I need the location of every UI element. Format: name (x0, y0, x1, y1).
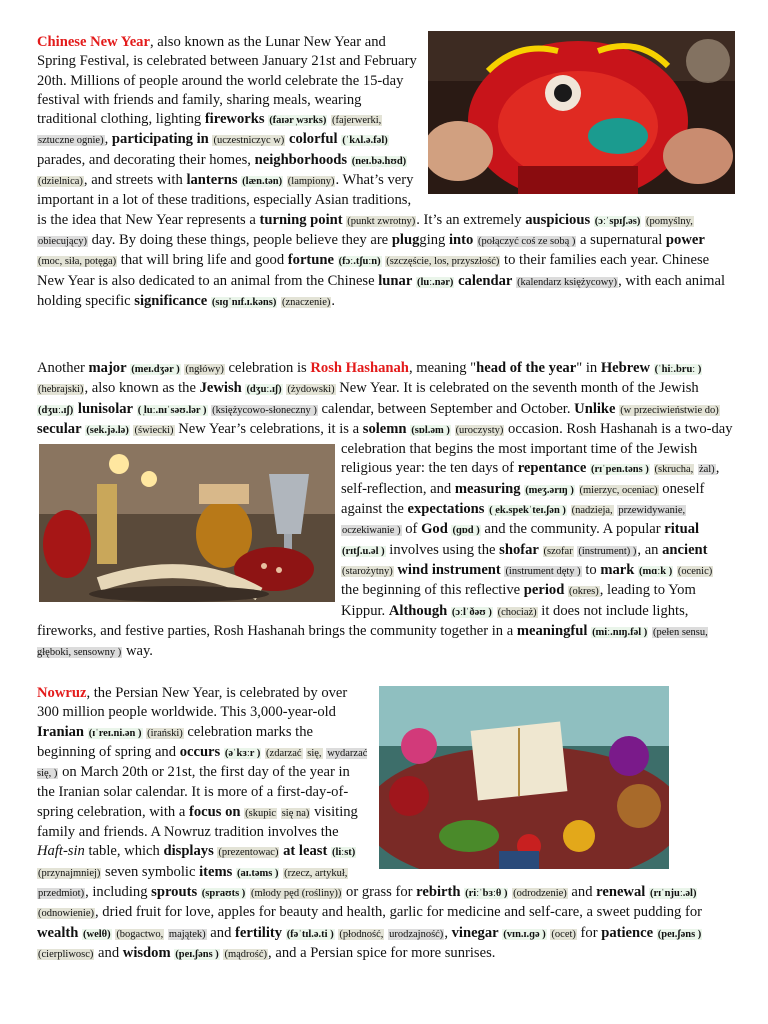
text: , leading to Yom Kippur. (341, 582, 696, 619)
word-lunisolar: lunisolar (77, 400, 134, 417)
translation-unlike: (w przeciwieństwie do) (620, 404, 719, 416)
ipa-although: (ɔːlˈðəʊ ) (451, 606, 492, 618)
word-wisdom: wisdom (122, 944, 171, 961)
text: that will bring life and good (117, 252, 288, 269)
word-haft-sin: Haft-sin (37, 843, 85, 860)
ipa-ritual: (rɪtʃ.u.əl ) (342, 545, 385, 557)
ipa-wisdom: (peɪ.ʃəns ) (175, 948, 219, 960)
translation-although: (chociaż) (497, 606, 537, 618)
text: to (581, 561, 601, 578)
translation-shofar-a: (szofar (543, 545, 573, 557)
text: way. (122, 643, 153, 660)
text: , with each animal holding specific (37, 272, 726, 309)
word-repentance: repentance (517, 460, 587, 477)
word-rebirth: rebirth (416, 883, 461, 900)
text: celebration marks the beginning of spring and (37, 723, 313, 760)
translation-auspicious-a: (pomyślny, (646, 215, 693, 227)
translation-mark: (ocenic) (677, 565, 713, 577)
text: , (104, 131, 112, 148)
word-participating: participating in (111, 131, 209, 148)
ipa-god: (ɡɒd ) (452, 525, 480, 537)
text: , an (637, 541, 663, 558)
ipa-expectations: ( ̩ek.spekˈteɪ.ʃən ) (489, 505, 566, 517)
translation-wind-instrument: (instrument dęty ) (505, 565, 581, 577)
translation-vinegar: (ocet) (551, 928, 576, 940)
translation-repentance-a: (skrucha, (654, 464, 694, 476)
translation-auspicious-b: obiecujący) (38, 235, 87, 247)
ipa-fortune: (fɔː.tʃuːn) (338, 256, 381, 268)
word-patience: patience (601, 924, 654, 941)
text: . It’s an extremely (416, 211, 526, 228)
word-solemn: solemn (362, 420, 407, 437)
word-period: period (523, 582, 565, 599)
text: parades, and decorating their homes, (37, 151, 251, 168)
word-significance: significance (134, 292, 208, 309)
ipa-iranian: (ɪˈreɪ.ni.ən ) (88, 727, 142, 739)
ipa-hebrew: (ˈhiː.bruː ) (654, 364, 702, 375)
translation-participating: (uczestniczyc w) (213, 135, 285, 147)
ipa-meaningful: (miː.nɪŋ.fəl ) (592, 626, 648, 638)
ipa-auspicious: (ɔːˈspɪʃ.əs) (594, 215, 641, 227)
text: and (94, 944, 123, 961)
text: the beginning of this reflective (341, 582, 524, 599)
text: seven symbolic (101, 863, 200, 880)
text: New Year. It is celebrated on the seventh month of the Jewish (335, 380, 699, 397)
ipa-lunisolar: ( ̩luː.nɪˈsəʊ.lər ) (137, 404, 207, 416)
translation-fireworks-b: sztuczne ognie) (38, 135, 104, 147)
translation-wealth-b: majątek) (168, 928, 206, 940)
word-neighborhoods: neighborhoods (254, 151, 348, 168)
ipa-vinegar: (vɪn.ɪ.ɡə ) (503, 928, 546, 940)
word-fireworks: fireworks (204, 111, 265, 128)
translation-major: (ngłówy) (185, 364, 224, 375)
ipa-jewish: (dʒuː.ɪʃ) (246, 384, 282, 396)
translation-hebrew: (hebrajski) (38, 384, 84, 396)
text: . (331, 292, 336, 309)
ipa-lanterns: (læn.tən) (242, 176, 283, 188)
ipa-at-least: (liːst) (331, 847, 356, 859)
translation-measuring: (mierzyc, oceniac) (579, 484, 658, 496)
text: it does not include lights, fireworks, and festive parties, Rosh Hashanah brings the community together in a (37, 602, 689, 639)
translation-expectations-b: przewidywanie, (618, 505, 686, 517)
word-head-of-the-year: head of the year (476, 360, 577, 376)
translation-jewish: (żydowski) (287, 384, 335, 396)
ipa-rebirth: (riːˈbɜːθ ) (465, 887, 508, 899)
word-meaningful: meaningful (516, 622, 588, 639)
lion-dance-photo (428, 31, 735, 194)
ipa-mark: (mɑːk ) (639, 565, 673, 577)
ipa-wealth: (welθ) (83, 928, 111, 940)
translation-solemn: (uroczysty) (455, 424, 504, 436)
translation-items-b: przedmiot) (38, 887, 85, 899)
translation-neighborhoods: (dzielnica) (38, 176, 83, 188)
translation-into: (połączyć coś ze sobą ) (477, 235, 576, 247)
word-colorful: colorful (288, 131, 338, 148)
translation-expectations-a: (nadzieja, (571, 505, 613, 517)
word-secular: secular (37, 420, 82, 437)
word-renewal: renewal (596, 883, 646, 900)
section-chinese-new-year (37, 33, 733, 312)
translation-wisdom: (mądrość) (224, 948, 268, 960)
translation-lunisolar: (księżycowo-słoneczny ) (212, 404, 317, 416)
ipa-patience: (peɪ.ʃəns ) (657, 928, 702, 940)
translation-occurs-c: wydarzać się, ) (37, 747, 368, 780)
word-at-least: at least (283, 843, 328, 860)
text: calendar, between September and October. (317, 400, 575, 417)
word-auspicious: auspicious (525, 211, 591, 228)
text: and the community. A popular (480, 521, 665, 538)
translation-fertility-a: (płodność, (339, 928, 384, 940)
ipa-fertility: (fəˈtɪl.ə.ti ) (286, 928, 334, 940)
translation-turning-point: (punkt zwrotny) (347, 215, 416, 227)
word-items: items (199, 863, 233, 880)
word-displays: displays (163, 843, 214, 860)
ipa-sprouts: (spraʊts ) (201, 887, 246, 899)
text: New Year’s celebrations, it is a (174, 420, 363, 437)
word-vinegar: vinegar (451, 924, 499, 941)
translation-fertility-b: urodzajność) (389, 928, 444, 940)
ipa-measuring: (meʒ.ərɪŋ ) (525, 484, 574, 496)
word-ancient: ancient (662, 541, 708, 558)
text: . What’s very important in a lot of these traditions, especially Asian traditions, is the idea that New Year represents a (37, 172, 414, 228)
ipa-neighborhoods: (neɪ.bə.hʊd) (351, 155, 407, 167)
translation-calendar: (kalendarz księżycowy) (517, 276, 618, 288)
word-turning-point: turning point (259, 211, 343, 228)
word-calendar: calendar (458, 272, 513, 289)
ipa-fireworks: (faɪər ̩wɜrks) (269, 115, 327, 127)
translation-focus-b: się na) (281, 807, 310, 819)
word-fertility: fertility (235, 924, 283, 941)
translation-repentance-b: żal) (698, 464, 715, 476)
word-into: into (449, 231, 474, 248)
text: , the Persian New Year, is celebrated by over 300 million people worldwide. This 3,000-year-old (37, 685, 348, 721)
text: on March 20th or 21st, the first day of the year in the Iranian solar calendar. It is more of a first-day-of-spring celebration, with a (37, 764, 350, 820)
title-rosh-hashanah: Rosh Hashanah (310, 360, 409, 376)
ipa-repentance: (rɪˈpen.təns ) (591, 464, 649, 476)
text: of (401, 521, 422, 538)
translation-expectations-c: oczekiwanie ) (342, 525, 401, 537)
ipa-colorful: (ˈkʌl.ə.fəl) (342, 135, 388, 147)
text: and (206, 924, 236, 941)
text: ging (419, 231, 449, 248)
translation-wealth-a: (bogactwo, (116, 928, 164, 940)
translation-shofar-b: (instrument) ) (578, 545, 637, 557)
word-wealth: wealth (37, 924, 79, 941)
rosh-hashanah-photo (39, 444, 335, 602)
translation-focus-a: (skupic (245, 807, 277, 819)
text: oneself against the (341, 480, 705, 518)
translation-lanterns: (lampiony) (287, 176, 335, 188)
ipa-lunar: (luː.nər) (416, 276, 454, 288)
translation-secular: (świecki) (134, 424, 174, 436)
translation-items-a: (rzecz, artykuł, (284, 867, 348, 879)
translation-significance: (znaczenie) (282, 296, 331, 308)
text: , meaning " (408, 360, 477, 376)
word-hebrew: Hebrew (600, 360, 651, 376)
translation-patience: (cierpliwosc) (38, 948, 94, 960)
word-mark: mark (600, 561, 635, 578)
text: celebration is (224, 360, 311, 376)
text: involves using the (385, 541, 500, 558)
word-iranian: Iranian (37, 723, 85, 740)
text: , (444, 924, 452, 941)
text: Another (37, 360, 89, 376)
ipa-major: (meɪ.dʒər ) (131, 364, 180, 375)
word-wind-instrument: wind instrument (397, 561, 501, 578)
text: to their families each year. Chinese New Year is also dedicated to an animal from the Chinese (37, 252, 710, 289)
word-lanterns: lanterns (186, 172, 238, 189)
text: , self-reflection, and (341, 460, 720, 497)
word-god: God (421, 521, 448, 538)
word-sprouts: sprouts (151, 883, 198, 900)
haft-sin-table-photo (379, 686, 669, 869)
word-measuring: measuring (454, 480, 521, 497)
word-ritual: ritual (664, 521, 700, 538)
text: , dried fruit for love, apples for beauty and health, garlic for medicine and self-care, a sweet pudding for (94, 904, 703, 921)
ipa-renewal: (rɪˈnjuː.əl) (649, 887, 697, 899)
ipa-occurs: (əˈkɜːr ) (224, 747, 261, 759)
word-shofar: shofar (499, 541, 539, 558)
text: a supernatural (576, 231, 666, 248)
word-lunar: lunar (378, 272, 413, 289)
section-rosh-hashanah (37, 359, 733, 662)
title-nowruz: Nowruz (37, 685, 87, 701)
text: , and a Persian spice for more sunrises. (268, 944, 496, 961)
text: , also known as the Lunar New Year and Spring Festival, is celebrated between January 21st and February 20th. Millions of people around the world celebrate the 15-day festival with friends and family, sharing meals, wearing traditional clothing, lighting (37, 34, 417, 128)
title-chinese-new-year: Chinese New Year (37, 34, 150, 50)
text: table, which (84, 843, 164, 860)
text: or grass for (342, 883, 417, 900)
word-occurs: occurs (179, 743, 221, 760)
translation-power: (moc, siła, potęga) (38, 256, 117, 268)
word-focus-on: focus on (188, 803, 241, 820)
ipa-significance: (sɪɡˈnɪf.ɪ.kəns) (211, 296, 277, 308)
translation-sprouts: (młody pęd (rośliny)) (250, 887, 342, 899)
text: visiting family and friends. A Nowruz tradition involves the (37, 803, 358, 841)
translation-iranian: (irański) (147, 727, 183, 739)
translation-rebirth: (odrodzenie) (513, 887, 567, 899)
translation-at-least: (przynajmniej) (38, 867, 101, 879)
text: , including (85, 883, 152, 900)
word-major: major (88, 360, 127, 376)
translation-ancient: (starożytny) (342, 565, 393, 577)
text: day. By doing these things, people believe they are (87, 231, 392, 248)
text: " in (576, 360, 601, 376)
ipa-items: (aɪ.təms ) (236, 867, 279, 879)
text: , also known as the (84, 380, 200, 397)
translation-displays: (prezentowac) (218, 847, 279, 859)
text: , and streets with (83, 172, 187, 189)
section-nowruz (37, 684, 733, 964)
word-plug: plug (391, 231, 420, 248)
text: occasion. Rosh Hashanah is a two-day celebration that begins the most important time of the Jewish religious year: the ten days of (341, 420, 733, 477)
ipa-solemn: (sɒl.əm ) (411, 424, 450, 436)
word-unlike: Unlike (574, 400, 616, 417)
translation-occurs-b: się, (307, 747, 322, 759)
translation-fireworks-a: (fajerwerki, (332, 115, 382, 127)
word-jewish: Jewish (199, 380, 242, 397)
word-although: Although (388, 602, 448, 619)
word-fortune: fortune (287, 252, 334, 269)
translation-meaningful: (pełen sensu, głęboki, sensowny ) (37, 626, 708, 659)
word-power: power (665, 231, 705, 248)
ipa-secular: (sek.jə.lə) (86, 424, 129, 436)
translation-occurs-a: (zdarzać (266, 747, 302, 759)
translation-fortune: (szczęście, los, przyszłość) (386, 256, 500, 268)
text: and (567, 883, 597, 900)
ipa-jewish-2: (dʒuː.ɪʃ) (38, 404, 74, 416)
text: for (576, 924, 602, 941)
word-expectations: expectations (407, 501, 485, 518)
translation-renewal: (odnowienie) (38, 908, 94, 920)
translation-period: (okres) (568, 586, 599, 598)
